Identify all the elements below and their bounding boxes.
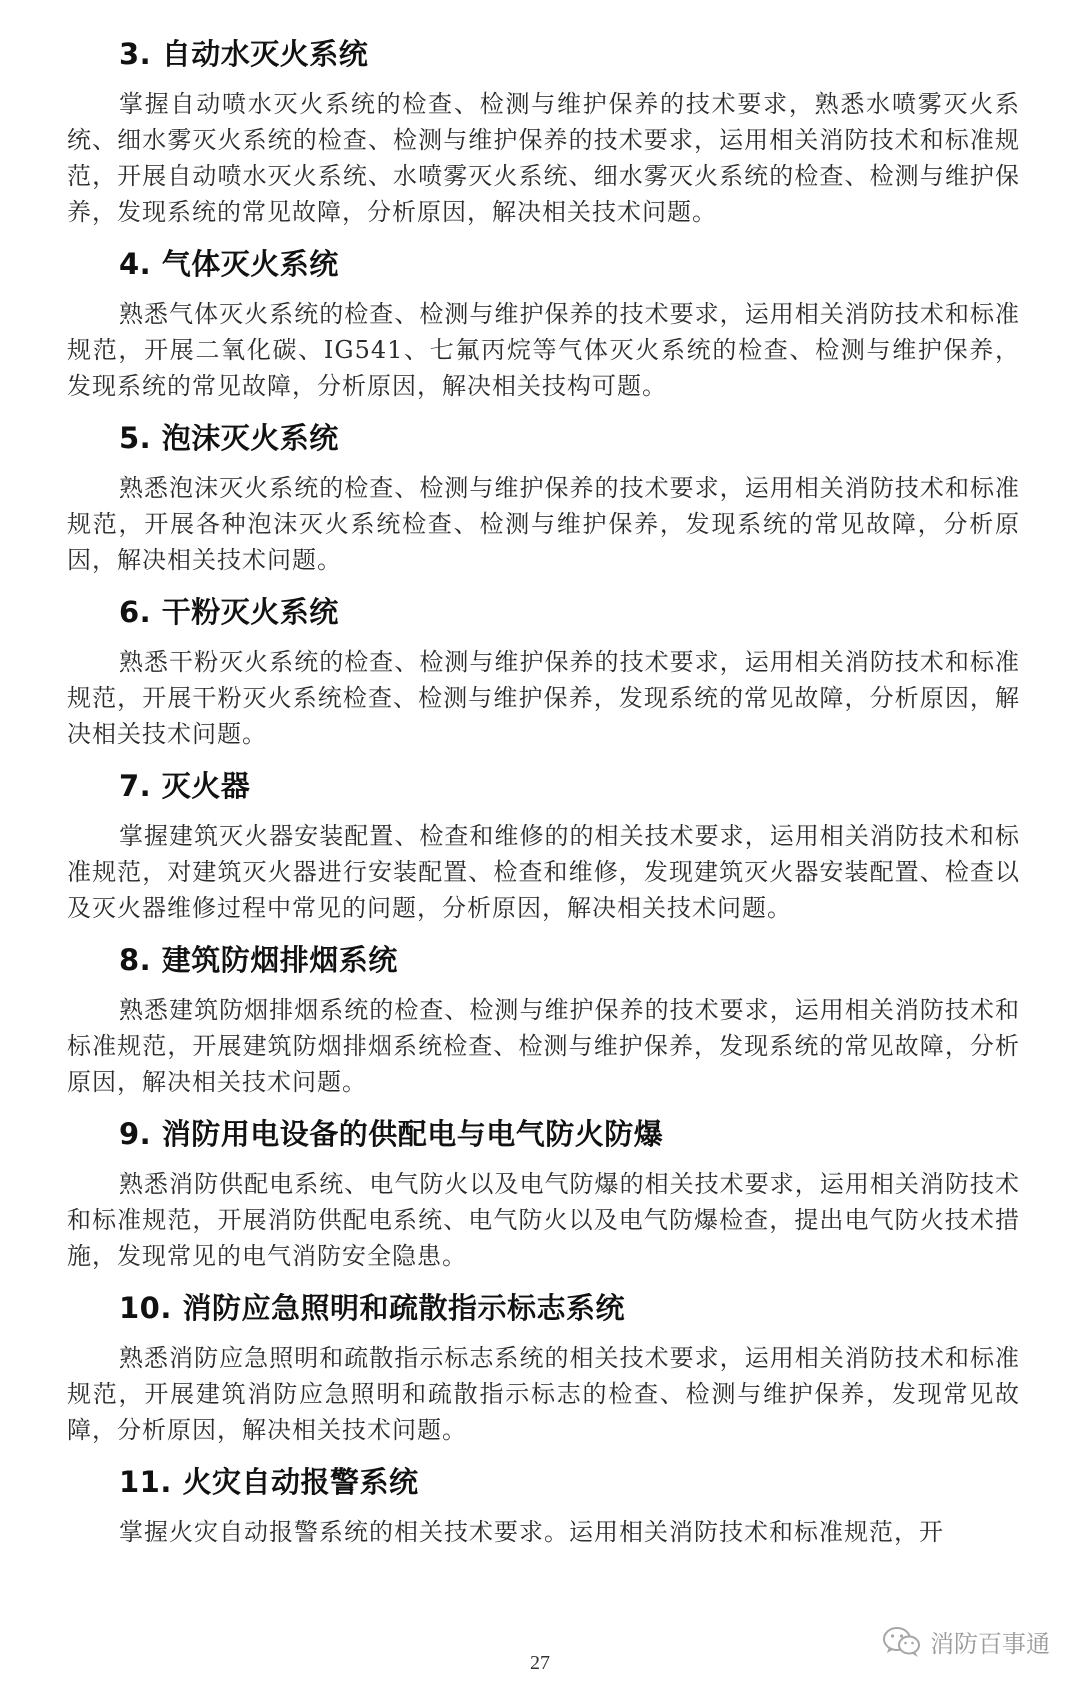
section-heading: 7. 灭火器 (119, 769, 251, 803)
section-paragraph: 熟悉建筑防烟排烟系统的检查、检测与维护保养的技术要求，运用相关消防技术和标准规范，开展建筑防烟排烟系统检查、检测与维护保养，发现系统的常见故障，分析原因，解决相关技术问题。 (67, 996, 1020, 1096)
section-7 (67, 766, 1020, 926)
section-6 (67, 592, 1020, 752)
section-10 (67, 1288, 1020, 1448)
section-heading: 6. 干粉灭火系统 (119, 595, 339, 629)
section-heading: 10. 消防应急照明和疏散指示标志系统 (119, 1291, 625, 1325)
section-5 (67, 418, 1020, 578)
section-paragraph: 熟悉消防供配电系统、电气防火以及电气防爆的相关技术要求，运用相关消防技术和标准规范，开展消防供配电系统、电气防火以及电气防爆检查，提出电气防火技术措施，发现常见的电气消防安全隐患。 (67, 1170, 1020, 1270)
document-body (67, 34, 1020, 1564)
section-11 (67, 1462, 1020, 1550)
section-paragraph: 熟悉泡沫灭火系统的检查、检测与维护保养的技术要求，运用相关消防技术和标准规范，开展各种泡沫灭火系统检查、检测与维护保养，发现系统的常见故障，分析原因，解决相关技术问题。 (67, 474, 1020, 574)
section-4 (67, 244, 1020, 404)
section-heading: 4. 气体灭火系统 (119, 247, 339, 281)
section-9 (67, 1114, 1020, 1274)
section-3 (67, 34, 1020, 230)
section-heading: 8. 建筑防烟排烟系统 (119, 943, 398, 977)
section-8 (67, 940, 1020, 1100)
watermark-text: 消防百事通 (930, 1630, 1050, 1658)
section-paragraph: 掌握建筑灭火器安装配置、检查和维修的的相关技术要求，运用相关消防技术和标准规范，对建筑灭火器进行安装配置、检查和维修，发现建筑灭火器安装配置、检查以及灭火器维修过程中常见的问题，分析原因，解决相关技术问题。 (67, 822, 1020, 922)
section-heading: 11. 火灾自动报警系统 (119, 1465, 419, 1499)
section-paragraph: 熟悉气体灭火系统的检查、检测与维护保养的技术要求，运用相关消防技术和标准规范，开展二氧化碳、IG541、七氟丙烷等气体灭火系统的检查、检测与维护保养，发现系统的常见故障，分析原因，解决相关技构可题。 (67, 300, 1020, 400)
section-heading: 5. 泡沫灭火系统 (119, 421, 339, 455)
section-paragraph: 熟悉消防应急照明和疏散指示标志系统的相关技术要求，运用相关消防技术和标准规范，开展建筑消防应急照明和疏散指示标志的检查、检测与维护保养，发现常见故障，分析原因，解决相关技术问题。 (67, 1344, 1020, 1444)
section-heading: 3. 自动水灭火系统 (119, 37, 369, 71)
section-paragraph: 熟悉干粉灭火系统的检查、检测与维护保养的技术要求，运用相关消防技术和标准规范，开展干粉灭火系统检查、检测与维护保养，发现系统的常见故障，分析原因，解决相关技术问题。 (67, 648, 1020, 748)
section-paragraph: 掌握火灾自动报警系统的相关技术要求。运用相关消防技术和标准规范，开 (119, 1518, 944, 1546)
section-heading: 9. 消防用电设备的供配电与电气防火防爆 (119, 1117, 664, 1151)
page-number: 27 (530, 1652, 550, 1674)
section-paragraph: 掌握自动喷水灭火系统的检查、检测与维护保养的技术要求，熟悉水喷雾灭火系统、细水雾灭火系统的检查、检测与维护保养的技术要求，运用相关消防技术和标准规范，开展自动喷水灭火系统、水喷雾灭火系统、细水雾灭火系统的检查、检测与维护保养，发现系统的常见故障，分析原因，解决相关技术问题。 (67, 90, 1020, 226)
